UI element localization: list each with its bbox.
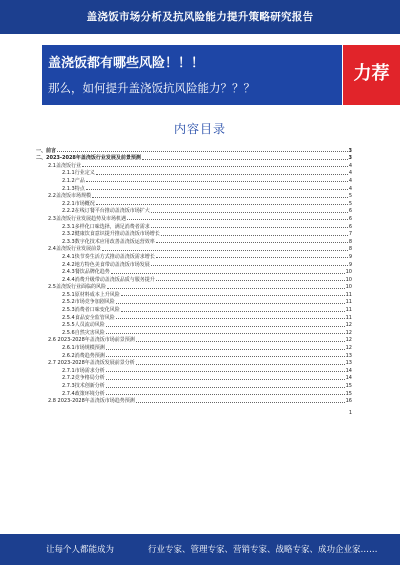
toc-leader-dots	[92, 197, 348, 198]
toc-entry[interactable]	[36, 381, 352, 389]
toc-entry-label: 2.2盖浇饭市场规模	[48, 193, 91, 200]
toc-leader-dots	[151, 227, 348, 228]
toc-entry[interactable]	[36, 351, 352, 359]
toc-entry-label: 2.5.3消费者口味变化风险	[62, 307, 120, 314]
toc-leader-dots	[106, 349, 345, 350]
toc-entry[interactable]	[36, 275, 352, 283]
toc-entry-label: 2.6 2023-2028年盖浇饭市场前景预测	[48, 337, 135, 344]
toc-entry-label: 2.2.1市场概况	[62, 200, 95, 207]
toc-entry[interactable]	[36, 336, 352, 344]
toc-entry-label: 2.3.2健康饮食意识提升推动盖浇饭市场增长	[62, 231, 160, 238]
toc-title: 内容目录	[173, 122, 226, 136]
toc-leader-dots	[86, 181, 348, 182]
toc-entry[interactable]	[36, 305, 352, 313]
toc-entry[interactable]	[36, 207, 352, 215]
toc-entry-label: 2.7.1市场需求分析	[62, 367, 105, 374]
toc-entry-label: 2.1.1行业定义	[62, 170, 95, 177]
toc-entry[interactable]	[36, 222, 352, 230]
toc-leader-dots	[161, 235, 348, 236]
toc-entry-label: 2.1.2产品	[62, 177, 85, 184]
toc-entry[interactable]	[36, 359, 352, 367]
toc-entry-label: 2.3.3数字化技术应用改善盖浇饭运营效率	[62, 238, 155, 245]
toc-entry-page: 9	[348, 261, 352, 268]
toc-entry-page: 8	[348, 246, 352, 253]
toc-entry-page: 3	[348, 155, 352, 162]
toc-leader-dots	[107, 288, 345, 289]
toc-entry-label: 2.8 2023-2028年盖浇饭市场趋势预测	[48, 398, 135, 405]
toc-leader-dots	[121, 311, 345, 312]
toc-entry-label: 一、前言	[36, 147, 57, 154]
toc-entry-page: 6	[348, 223, 352, 230]
toc-entry[interactable]	[36, 343, 352, 351]
toc-entry[interactable]	[36, 283, 352, 291]
toc-leader-dots	[142, 159, 348, 160]
toc-entry-label: 二、2023-2028年盖浇饭行业发展及前景预测	[36, 155, 141, 162]
toc-entry[interactable]	[36, 290, 352, 298]
toc-leader-dots	[102, 250, 348, 251]
toc-leader-dots	[156, 280, 345, 281]
toc-entry-label: 2.4.3餐饮品牌化趋势	[62, 269, 110, 276]
toc-entry[interactable]	[36, 298, 352, 306]
toc-entry-page: 16	[345, 398, 352, 405]
toc-entry-label: 2.1盖浇饭行业	[48, 162, 81, 169]
toc-entry-page: 9	[348, 253, 352, 260]
hero-subheadline: 那么，如何提升盖浇饭抗风险能力？？？	[48, 81, 255, 95]
brand-stamp: 力荐	[343, 45, 400, 105]
table-of-contents	[36, 146, 352, 416]
toc-entry[interactable]	[36, 192, 352, 200]
toc-leader-dots	[96, 174, 348, 175]
toc-entry-label: 2.3盖浇饭行业发展趋势及市场机遇	[48, 215, 126, 222]
toc-entry-page: 5	[348, 193, 352, 200]
toc-leader-dots	[151, 212, 348, 213]
toc-leader-dots	[57, 151, 348, 152]
toc-entry-page: 10	[345, 284, 352, 291]
toc-entry-label: 2.5.4食品安全监管风险	[62, 314, 115, 321]
toc-entry-page: 4	[348, 162, 352, 169]
report-title-banner	[0, 0, 400, 34]
footer-slogan: 让每个人都能成为	[46, 545, 115, 555]
toc-leader-dots	[136, 402, 345, 403]
toc-entry-page: 12	[345, 329, 352, 336]
toc-entry-page: 14	[345, 367, 352, 374]
hero-headline: 盖浇饭都有哪些风险！！！	[48, 56, 205, 71]
toc-entry-page: 4	[348, 185, 352, 192]
toc-entry-label: 2.5.6自然灾害风险	[62, 329, 105, 336]
toc-entry[interactable]	[36, 268, 352, 276]
toc-entry-page: 13	[345, 352, 352, 359]
toc-entry-label: 2.7.3技术创新分析	[62, 383, 105, 389]
toc-entry-page: 15	[345, 390, 352, 397]
toc-entry-label: 2.4.4消费升级带动盖浇饭品质与服务提升	[62, 276, 155, 283]
toc-leader-dots	[96, 204, 348, 205]
footer-expert-list: 行业专家、管理专家、营销专家、战略专家、成功企业家……	[148, 545, 378, 555]
toc-leader-dots	[156, 242, 348, 243]
toc-entry-page: 11	[345, 299, 352, 306]
toc-entry-label: 2.5.1原材料成本上升风险	[62, 291, 120, 298]
toc-entry[interactable]	[36, 184, 352, 192]
toc-entry-page: 11	[345, 314, 352, 321]
toc-leader-dots	[106, 371, 345, 372]
toc-leader-dots	[106, 333, 345, 334]
report-title: 盖浇饭市场分析及抗风险能力提升策略研究报告	[86, 11, 314, 23]
toc-entry-label: 2.5盖浇饭行业面临的风险	[48, 284, 106, 291]
toc-entry-page: 8	[348, 238, 352, 245]
toc-entry[interactable]	[36, 230, 352, 238]
toc-entry-label: 2.7.4政策环境分析	[62, 390, 105, 397]
toc-entry[interactable]	[36, 321, 352, 329]
toc-entry[interactable]	[36, 328, 352, 336]
toc-entry-page: 12	[345, 345, 352, 352]
toc-leader-dots	[156, 257, 348, 258]
toc-entry[interactable]	[36, 389, 352, 397]
toc-leader-dots	[106, 356, 345, 357]
toc-entry-page: 12	[345, 322, 352, 329]
toc-leader-dots	[121, 295, 345, 296]
toc-leader-dots	[116, 303, 345, 304]
toc-entry[interactable]	[36, 237, 352, 245]
toc-entry-page: 6	[348, 208, 352, 215]
toc-entry-page: 15	[345, 383, 352, 389]
toc-entry-label: 2.4.2地方特色美食带动盖浇饭市场发展	[62, 261, 150, 268]
toc-entry[interactable]	[36, 161, 352, 169]
toc-entry-label: 2.7.2竞争格局分析	[62, 375, 105, 382]
toc-entry[interactable]	[36, 313, 352, 321]
toc-leader-dots	[127, 219, 348, 220]
toc-entry[interactable]	[36, 260, 352, 268]
toc-entry[interactable]	[36, 366, 352, 374]
toc-entry-page: 14	[345, 375, 352, 382]
toc-leader-dots	[106, 379, 345, 380]
toc-entry[interactable]	[36, 199, 352, 207]
toc-leader-dots	[116, 318, 345, 319]
toc-entry-page: 12	[345, 337, 352, 344]
toc-entry[interactable]	[36, 374, 352, 382]
toc-leader-dots	[106, 387, 345, 388]
toc-entry[interactable]	[36, 154, 352, 162]
toc-leader-dots	[151, 265, 348, 266]
toc-leader-dots	[136, 364, 345, 365]
toc-leader-dots	[106, 394, 345, 395]
toc-entry[interactable]	[36, 397, 352, 405]
toc-entry-page: 11	[345, 307, 352, 314]
toc-entry-label: 2.5.5人员流动风险	[62, 322, 105, 329]
page-number: 1	[348, 410, 352, 417]
toc-entry-page: 10	[345, 269, 352, 276]
toc-entry-page: 4	[348, 170, 352, 177]
toc-entry-label: 2.4盖浇饭行业发展前景	[48, 246, 101, 253]
toc-entry-page: 13	[345, 360, 352, 367]
toc-entry[interactable]	[36, 169, 352, 177]
toc-entry-page: 7	[348, 231, 352, 238]
toc-entry-page: 10	[345, 276, 352, 283]
toc-entry-page: 4	[348, 177, 352, 184]
toc-leader-dots	[82, 166, 348, 167]
toc-entry-page: 11	[345, 291, 352, 298]
toc-entry-page: 5	[348, 200, 352, 207]
toc-entry-label: 2.4.1快节奏生活方式推动盖浇饭需求增长	[62, 253, 155, 260]
footer-bar	[0, 534, 400, 565]
toc-entry-label: 2.2.2在线订餐平台推动盖浇饭市场扩大	[62, 208, 150, 215]
toc-leader-dots	[106, 326, 345, 327]
toc-entry[interactable]	[36, 146, 352, 154]
toc-entry[interactable]	[36, 176, 352, 184]
toc-leader-dots	[86, 189, 348, 190]
toc-entry-label: 2.5.2市场竞争加剧风险	[62, 299, 115, 306]
toc-leader-dots	[136, 341, 345, 342]
toc-entry[interactable]	[36, 252, 352, 260]
toc-entry-label: 2.7 2023-2028年盖浇饭发展前景分析	[48, 360, 135, 367]
toc-entry-label: 2.6.1市场规模预测	[62, 345, 105, 352]
toc-entry-label: 2.3.1多样化口味选择，满足消费者需求	[62, 223, 150, 230]
toc-leader-dots	[111, 273, 345, 274]
toc-entry-label: 2.6.2消费趋势预测	[62, 352, 105, 359]
toc-entry-label: 2.1.3特点	[62, 185, 85, 192]
toc-entry-page: 3	[348, 147, 352, 154]
toc-entry[interactable]	[36, 245, 352, 253]
toc-entry-page: 6	[348, 215, 352, 222]
toc-entry[interactable]	[36, 214, 352, 222]
